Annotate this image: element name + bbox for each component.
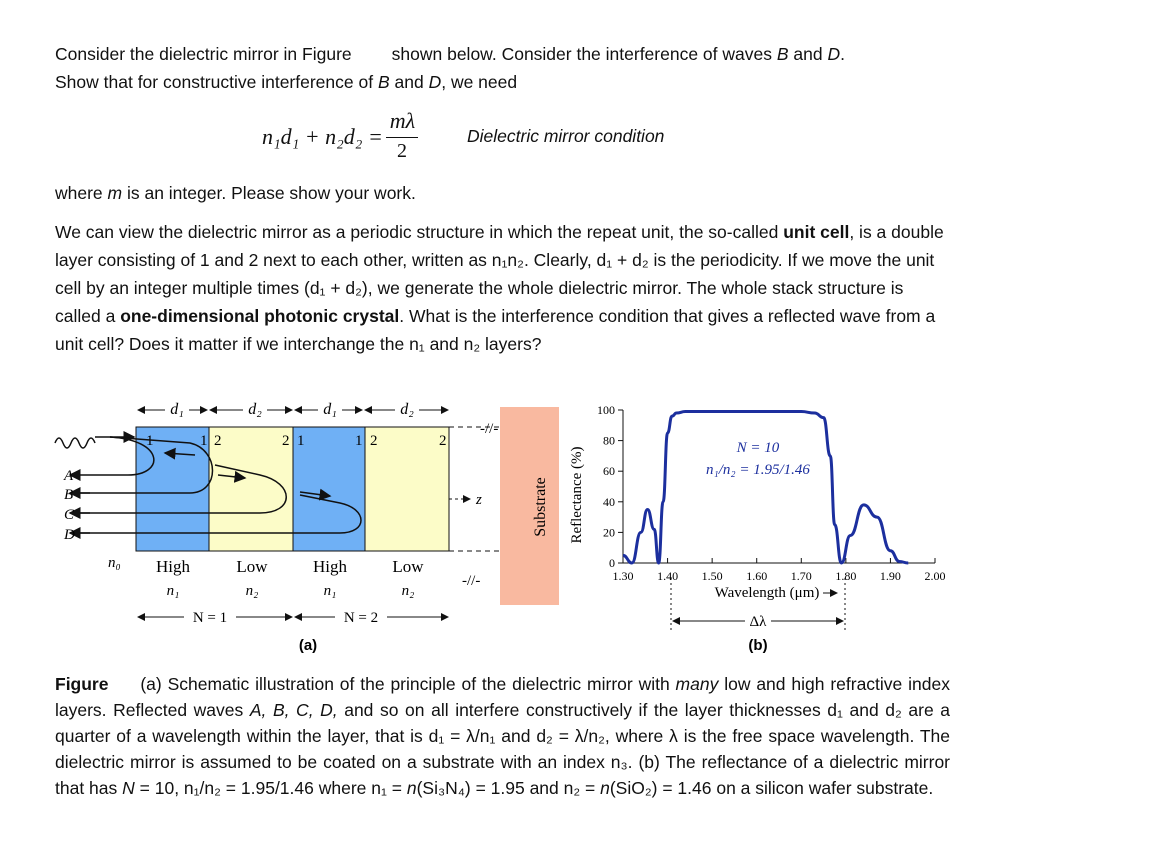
x-tick-label: 2.00 [924,569,946,583]
dim-label: d₂ [248,401,262,418]
layer-number: 1 [200,433,208,449]
paragraph-text-2: , is a double layer consisting of 1 and 2 next to each other, written as n₁n₂. Clearly, d₁ + d₂ is the periodicity. If we move the unit cell by an integer multiple times (d₁ + d₂), we generate the whole dielectric mirror. The whole stack structure is called a [55,222,944,326]
layer-number: 2 [282,433,290,449]
fraction-bar [386,137,418,138]
substrate-label: Substrate [532,477,549,537]
conjunction: and [788,44,828,64]
caption-emphasis: many [675,674,719,694]
wave-label-d: D [64,527,75,543]
layer-index: n₂ [401,583,415,599]
caption-text: (SiO₂) = 1.46 on a silicon wafer substrate. [609,778,934,798]
figure-b-label: (b) [748,637,768,654]
wave-label-a: A [64,468,74,484]
y-axis-label: Reflectance (%) [569,446,585,544]
figure-a-label: (a) [298,637,318,654]
wave-b-label: B [776,44,789,64]
wave-label-b: B [64,487,74,503]
substrate-block [500,407,559,605]
variable-m: m [107,183,123,203]
caption-text: = 10, n₁/n₂ = 1.95/1.46 where n₁ = [134,778,407,798]
x-tick-label: 1.30 [612,569,634,583]
n0-label: n₀ [108,555,121,571]
wave-d-label-2: D [428,72,442,92]
caption-text: low and high refractive index layers. Reflected waves [55,674,950,720]
layer-number: 1 [297,433,305,449]
reflectance-curve [623,412,908,563]
dim-label: d₁ [170,401,184,418]
intro-text: Consider the dielectric mirror in Figure [55,44,352,64]
photonic-crystal-term: one-dimensional photonic crystal [120,306,400,326]
y-tick-label: 0 [609,556,615,570]
layer-name: High [156,557,190,576]
conjunction-2: and [389,72,429,92]
layer-number: 2 [370,433,378,449]
y-tick-label: 80 [603,433,615,448]
y-tick-label: 20 [603,525,615,540]
figure-caption [55,671,950,801]
layer-index: n₂ [245,583,259,599]
x-tick-label: 1.90 [879,569,901,583]
layer-low-2 [365,427,449,551]
intro-text-2: shown below. Consider the interference of waves [391,44,777,64]
caption-variable: n [600,778,610,798]
figure-b-reflectance-chart [565,395,950,660]
x-tick-label: 1.50 [701,569,723,583]
layer-number: 2 [439,433,447,449]
wave-b-label-2: B [377,72,390,92]
y-tick-label: 40 [603,494,615,509]
intro-line-1 [55,40,955,68]
equation-denominator: 2 [397,140,407,162]
break-mark: -//- [462,573,481,589]
layer-index: n₁ [323,583,337,599]
x-axis-label: Wavelength (μm) [714,585,820,601]
caption-text: (Si₃N₄) = 1.95 and n₂ = [416,778,601,798]
caption-figure-label: Figure [55,674,109,694]
figure-a-schematic [50,395,570,660]
equation-numerator: mλ [389,108,416,133]
equation-label: Dielectric mirror condition [467,126,665,146]
layer-index: n₁ [166,583,180,599]
y-tick-label: 60 [603,464,615,479]
paragraph-text-1: We can view the dielectric mirror as a periodic structure in which the repeat unit, the so-called [55,222,784,242]
dim-label: d₂ [400,401,414,418]
x-tick-label: 1.60 [746,569,768,583]
layer-number: 1 [146,433,154,449]
explanation-paragraph [55,218,950,358]
layer-name: Low [236,557,268,576]
caption-text: and so on all interfere constructively if the layer thicknesses d₁ and d₂ are a quarter of a wavelength within the layer, that is d₁ = λ/n₁ and d₂ = λ/n₂, where λ is the free space wavelength. The dielectric mirror is assumed to be coated on a substrate with an index n₃. (b) The reflectance of a dielectric mirror that has [55,700,951,798]
caption-text: (a) Schematic illustration of the principle of the dielectric mirror with [134,674,676,694]
where-line [55,179,955,207]
dim-label: d₁ [323,401,337,418]
x-tick-label: 1.80 [835,569,857,583]
caption-waves: A, B, C, D, [249,700,338,720]
layer-number: 2 [214,433,222,449]
wave-d-label: D [827,44,841,64]
y-tick-label: 100 [597,403,615,417]
wave-label-c: C [64,507,75,523]
period: . [840,44,845,64]
layer-name: High [313,557,347,576]
intro-line-2 [55,68,955,96]
equation-lhs: n₁d₁ + n₂d₂ = [262,124,383,149]
cell-label-n1: N = 1 [192,610,228,626]
delta-lambda-label: Δλ [749,614,767,630]
cell-label-n2: N = 2 [343,610,379,626]
layer-number: 1 [355,433,363,449]
intro-text-4: , we need [441,72,518,92]
z-axis-label: z [476,492,482,508]
x-tick-label: 1.70 [790,569,812,583]
annotation-ratio: n₁/n₂ = 1.95/1.46 [706,462,810,478]
where-text-2: is an integer. Please show your work. [122,183,416,203]
paragraph-text-3: . What is the interference condition that gives a reflected wave from a unit cell? Does it matter if we interchange the n₁ and n₂ layers? [55,306,936,354]
caption-variable: n [406,778,417,798]
incident-wave-icon [55,438,95,448]
intro-text-3: Show that for constructive interference of [55,72,378,92]
caption-variable: N [122,778,135,798]
where-text: where [55,183,108,203]
annotation-n: N = 10 [736,440,780,456]
x-tick-label: 1.40 [657,569,679,583]
layer-name: Low [392,557,424,576]
unit-cell-term: unit cell [783,222,850,242]
break-mark: -//- [480,421,499,437]
